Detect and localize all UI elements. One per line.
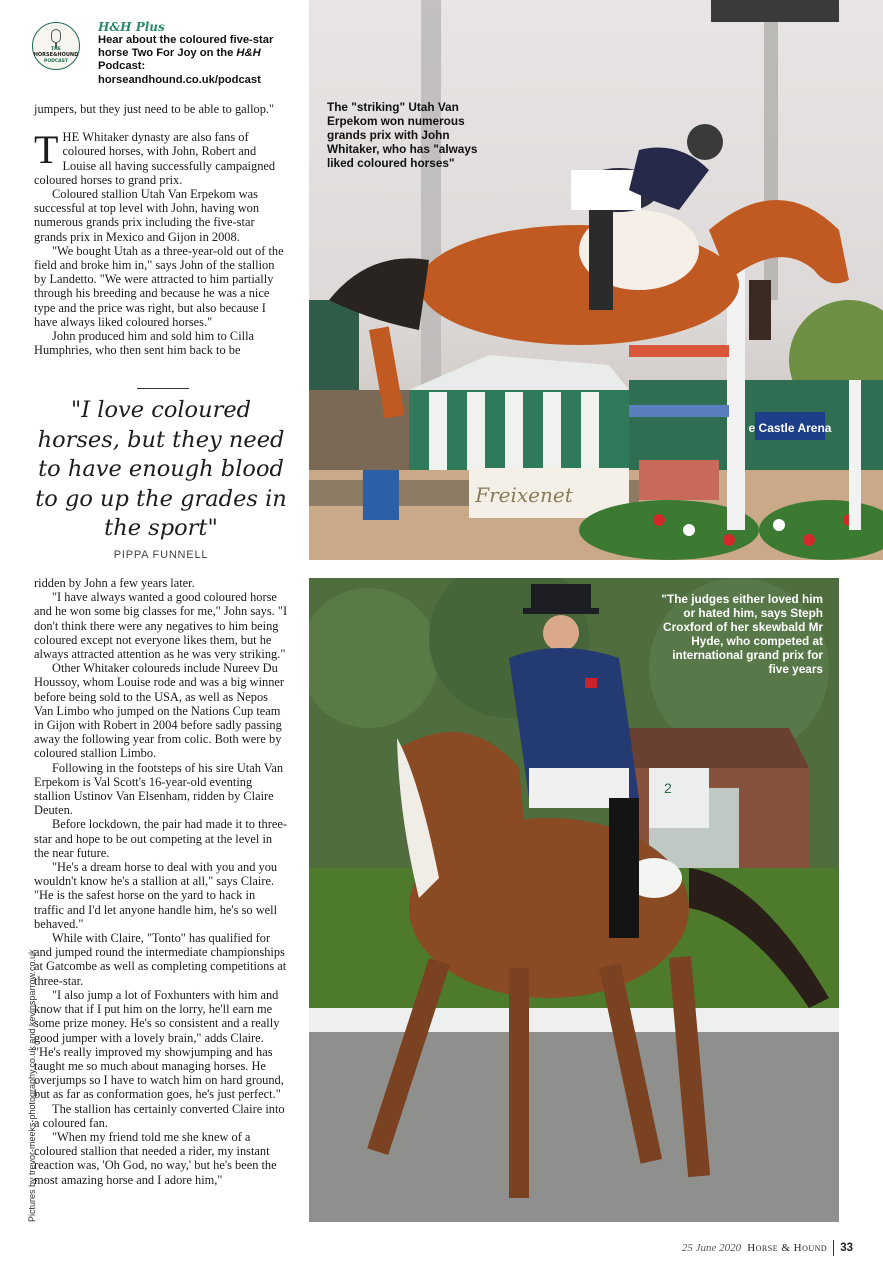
photo-caption: "The judges either loved him or hated him, says Steph Croxford of her skewbald Mr Hyde, who competed at international grand prix for five years xyxy=(661,592,823,676)
pullquote: "I love coloured horses, but they need to have enough blood to go up the grades in the sport" xyxy=(35,397,287,541)
body-paragraph: Before lockdown, the pair had made it to three-star and hope to be out competing at the level in the near future. xyxy=(34,817,287,860)
svg-text:e Castle Arena: e Castle Arena xyxy=(748,421,832,435)
promo-brand: H&H Plus xyxy=(98,20,165,34)
podcast-promo xyxy=(32,18,302,86)
body-paragraph: "I also jump a lot of Foxhunters with him and know that if I put him on the lorry, he'll earn me some prize money. He's so consistent and a really good jumper with a lovely brain," adds Claire. "He's really improved my showjumping and has taught me so much about managing horses. He overjumps so I have to watch him on hard ground, but as far as conformation goes, he's just perfect." xyxy=(34,987,284,1102)
body-paragraph: jumpers, but they just need to be able to gallop." xyxy=(34,102,275,116)
magazine-name: Horse & Hound xyxy=(747,1242,828,1254)
article-column-bottom xyxy=(34,576,288,1187)
podcast-logo: THE HORSE&HOUND PODCAST xyxy=(32,22,80,70)
body-paragraph: "We bought Utah as a three-year-old out of the field and broke him in," says John of the stallion by Landetto. "We were attracted to him partially through his breeding and because he was a nice type and the price was right, but also because I have always liked coloured horses." xyxy=(34,243,284,329)
body-paragraph: The stallion has certainly converted Claire into a coloured fan. xyxy=(34,1101,285,1130)
body-paragraph: "I have always wanted a good coloured horse and he won some big classes for me," John says. "I don't think there were any negatives to him being coloured except not everyone likes them, but he always attracted attention as he was very striking." xyxy=(34,590,288,662)
page-number: 33 xyxy=(840,1242,853,1254)
svg-text:2: 2 xyxy=(664,780,672,796)
body-paragraph: "He's a dream horse to deal with you and you wouldn't know he's a stallion at all," says Claire. "He is the safest horse on the yard to hack in traffic and I'd let anyone handle him, he's so well behaved." xyxy=(34,860,278,931)
issue-date: 25 June 2020 xyxy=(681,1242,742,1254)
body-paragraph: Following in the footsteps of his sire Utah Van Erpekom is Val Scott's 16-year-old eventing stallion Ustinov Van Elsenham, ridden by Claire Deuten. xyxy=(34,760,284,818)
dressage-photo xyxy=(309,578,839,1222)
pullquote-rule xyxy=(137,388,189,389)
body-paragraph: ridden by John a few years later. xyxy=(34,576,195,590)
body-paragraph: While with Claire, "Tonto" has qualified for and jumped round the intermediate championships at Gatcombe as well as completing competitions at three-star. xyxy=(34,931,287,988)
body-paragraph: Other Whitaker coloureds include Nureev Du Houssoy, whom Louise rode and was a big winner before being sold to the USA, as well as Nepos Van Limbo who jumped on the Nations Cup team in Gijon with Robert in 2004 before sadly passing away the following year from colic. Both were by coloured stallion Limbo. xyxy=(34,661,285,761)
svg-text:Freixenet: Freixenet xyxy=(475,483,573,507)
body-paragraph-dropcap: THE Whitaker dynasty are also fans of coloured horses, with John, Robert and Louise all having successfully campaigned coloured horses to grand prix. xyxy=(34,127,276,187)
showjumping-photo xyxy=(309,0,883,560)
body-paragraph: John produced him and sold him to Cilla Humphries, who then sent him back to be xyxy=(34,329,255,358)
footer-divider xyxy=(833,1240,834,1256)
promo-url[interactable]: horseandhound.co.uk/podcast xyxy=(98,73,261,86)
article-column-top xyxy=(34,102,288,357)
pullquote-author: PIPPA FUNNELL xyxy=(113,549,209,561)
body-paragraph: "When my friend told me she knew of a coloured stallion that needed a rider, my instant reaction was, 'Oh God, no way,' but he's been the most amazing horse and I adore him," xyxy=(34,1129,277,1187)
showjumping-illustration xyxy=(309,0,883,560)
photo-caption: The "striking" Utah Van Erpekom won numerous grands prix with John Whitaker, who has "always liked coloured horses" xyxy=(327,100,478,170)
promo-text: Hear about the coloured five-star horse Two For Joy on the H&H Podcast: horseandhound.co.uk/podcast xyxy=(98,34,274,86)
photo-credit: Pictures by trevor-meeks-photography.co.uk and kevinsparrow.co.uk xyxy=(27,949,37,1222)
drop-cap: T xyxy=(34,127,59,173)
microphone-icon xyxy=(51,29,61,43)
body-paragraph: Coloured stallion Utah Van Erpekom was successful at top level with John, having won numerous grands prix including the five-star grands prix in Mexico and Gijon in 2008. xyxy=(34,187,260,244)
page-footer xyxy=(682,1240,853,1256)
